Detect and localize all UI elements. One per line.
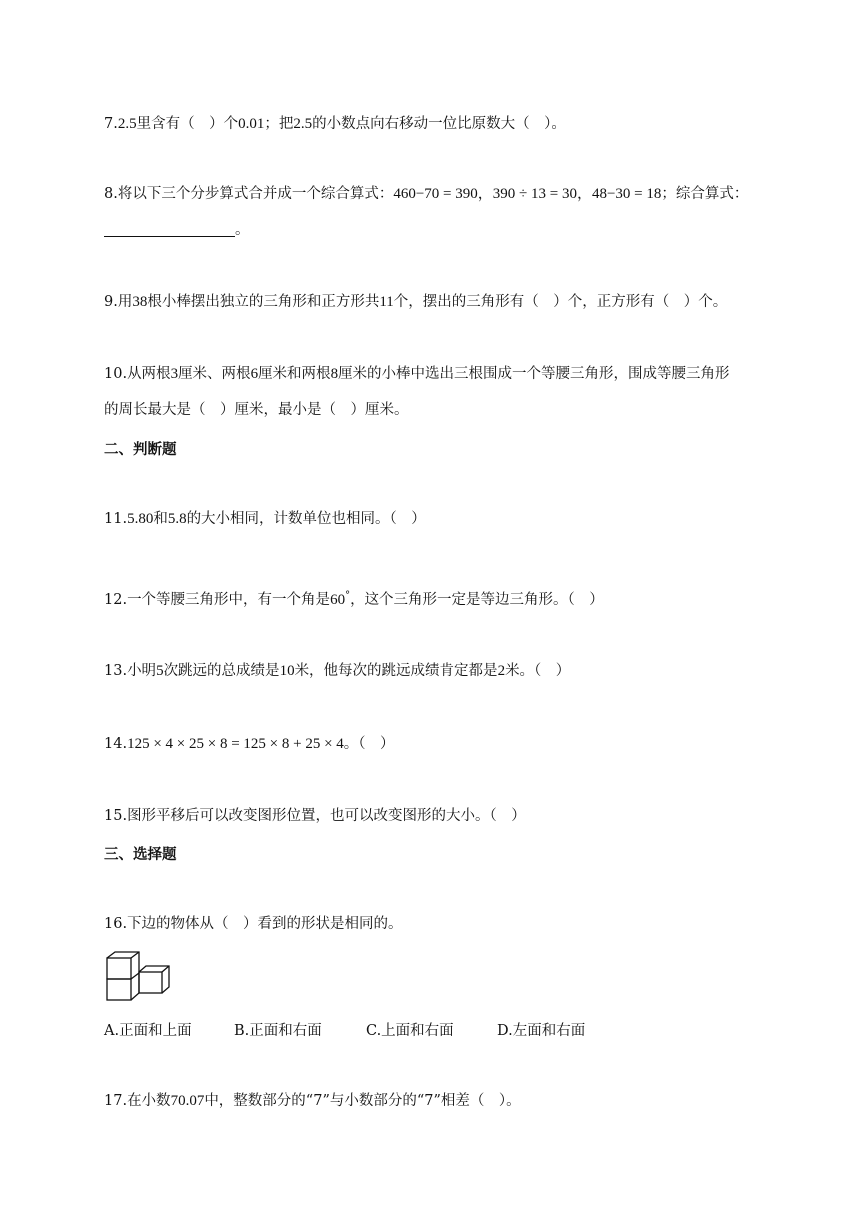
answer-blank[interactable] — [104, 220, 235, 237]
section-heading-judgement: 二、判断题 — [104, 441, 177, 458]
option-b[interactable]: B.正面和右面 — [234, 1023, 322, 1039]
question-16: 16.下边的物体从（ ）看到的形状是相同的。 — [104, 916, 403, 932]
option-d[interactable]: D.左面和右面 — [497, 1023, 586, 1039]
question-14: 14.125 × 4 × 25 × 8 = 125 × 8 + 25 × 4。（ ） — [104, 736, 395, 752]
question-10: 10.从两根3厘米、两根6厘米和两根8厘米的小棒中选出三根围成一个等腰三角形，围成等腰三角形 — [104, 366, 730, 382]
question-13: 13.小明5次跳远的总成绩是10米，他每次的跳远成绩肯定都是2米。（ ） — [104, 663, 571, 679]
question-15: 15.图形平移后可以改变图形位置，也可以改变图形的大小。（ ） — [104, 808, 526, 824]
option-c[interactable]: C.上面和右面 — [366, 1023, 454, 1039]
question-8-answer-line: 。 — [104, 220, 250, 240]
question-17: 17.在小数70.07中，整数部分的“7”与小数部分的“7”相差（ ）。 — [104, 1093, 521, 1109]
question-12: 12.一个等腰三角形中，有一个角是60°，这个三角形一定是等边三角形。（ ） — [104, 590, 604, 608]
section-heading-choice: 三、选择题 — [104, 846, 177, 863]
question-7: 7.2.5里含有（ ）个0.01；把2.5的小数点向右移动一位比原数大（ ）。 — [104, 116, 566, 132]
option-a[interactable]: A.正面和上面 — [104, 1023, 192, 1039]
question-10-line2: 的周长最大是（ ）厘米，最小是（ ）厘米。 — [104, 402, 409, 418]
question-8: 8.将以下三个分步算式合并成一个综合算式：460−70 = 390，390 ÷ 13 = 30，48−30 = 18；综合算式： — [104, 186, 749, 202]
cube-stack-figure — [106, 950, 176, 1002]
question-11: 11.5.80和5.8的大小相同，计数单位也相同。（ ） — [104, 511, 426, 527]
question-9: 9.用38根小棒摆出独立的三角形和正方形共11个，摆出的三角形有（ ）个，正方形有（ ）个。 — [104, 294, 728, 310]
